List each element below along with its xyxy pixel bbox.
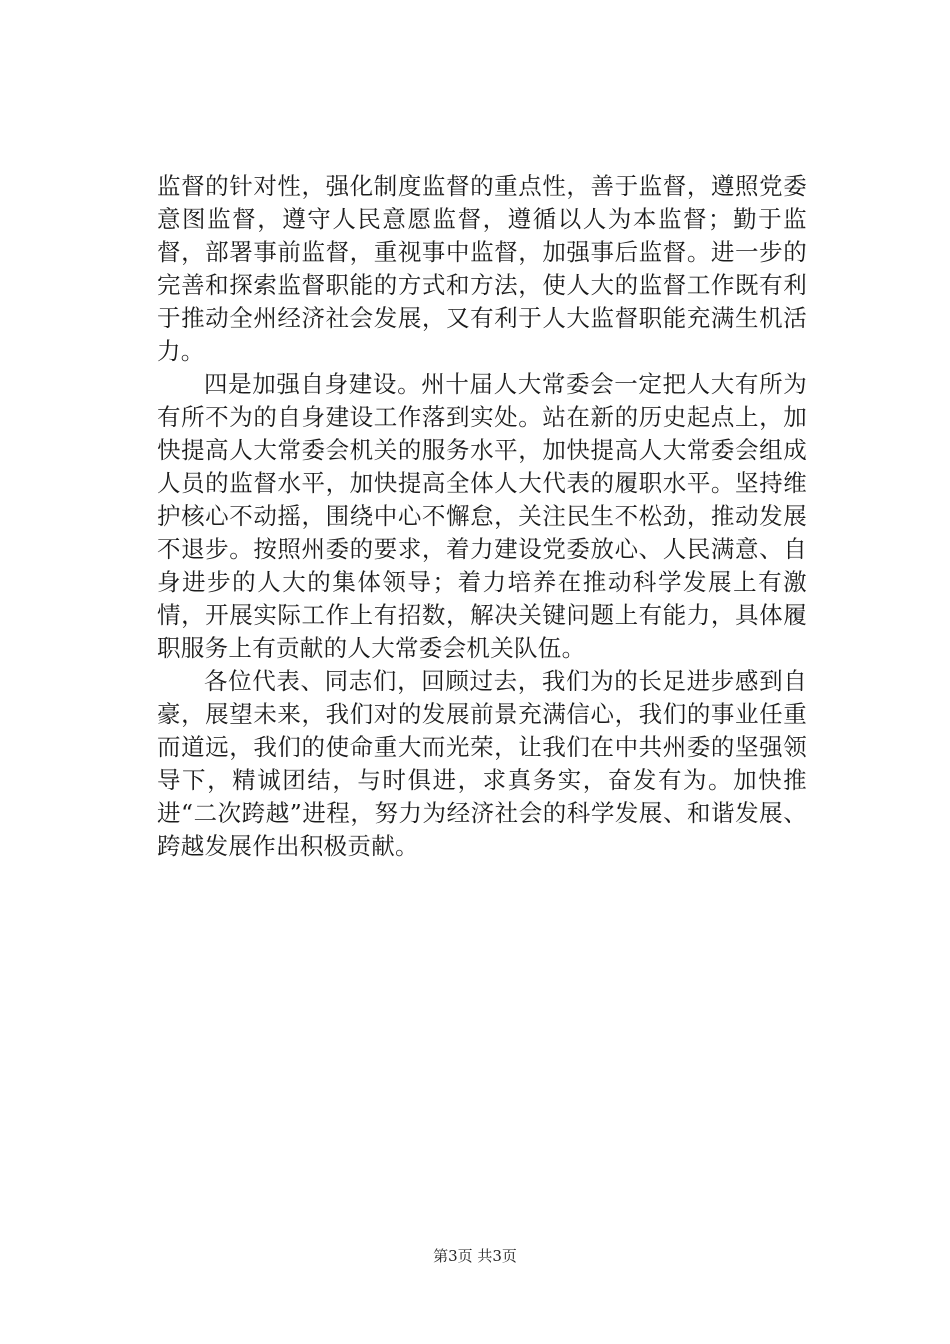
paragraph-self-construction: 四是加强自身建设。州十届人大常委会一定把人大有所为有所不为的自身建设工作落到实处。站在新的历史起点上，加快提高人大常委会机关的服务水平，加快提高人大常委会组成人员的监督水平，加快提高全体人大代表的履职水平。坚持维护核心不动摇，围绕中心不懈怠，关注民生不松劲，推动发展不退步。按照州委的要求，着力建设党委放心、人民满意、自身进步的人大的集体领导；着力培养在推动科学发展上有激情，开展实际工作上有招数，解决关键问题上有能力，具体履职服务上有贡献的人大常委会机关队伍。 xyxy=(157,370,807,662)
paragraph-closing: 各位代表、同志们，回顾过去，我们为的长足进步感到自豪，展望未来，我们对的发展前景充满信心，我们的事业任重而道远，我们的使命重大而光荣，让我们在中共州委的坚强领导下，精诚团结，与时俱进，求真务实，奋发有为。加快推进“二次跨越”进程，努力为经济社会的科学发展、和谐发展、跨越发展作出积极贡献。 xyxy=(157,667,807,860)
document-body xyxy=(157,170,807,863)
paragraph-continued: 监督的针对性，强化制度监督的重点性，善于监督，遵照党委意图监督，遵守人民意愿监督，遵循以人为本监督；勤于监督，部署事前监督，重视事中监督，加强事后监督。进一步的完善和探索监督职能的方式和方法，使人大的监督工作既有利于推动全州经济社会发展，又有利于人大监督职能充满生机活力。 xyxy=(157,172,807,365)
page-number-footer: 第3页 共3页 xyxy=(433,1247,517,1265)
